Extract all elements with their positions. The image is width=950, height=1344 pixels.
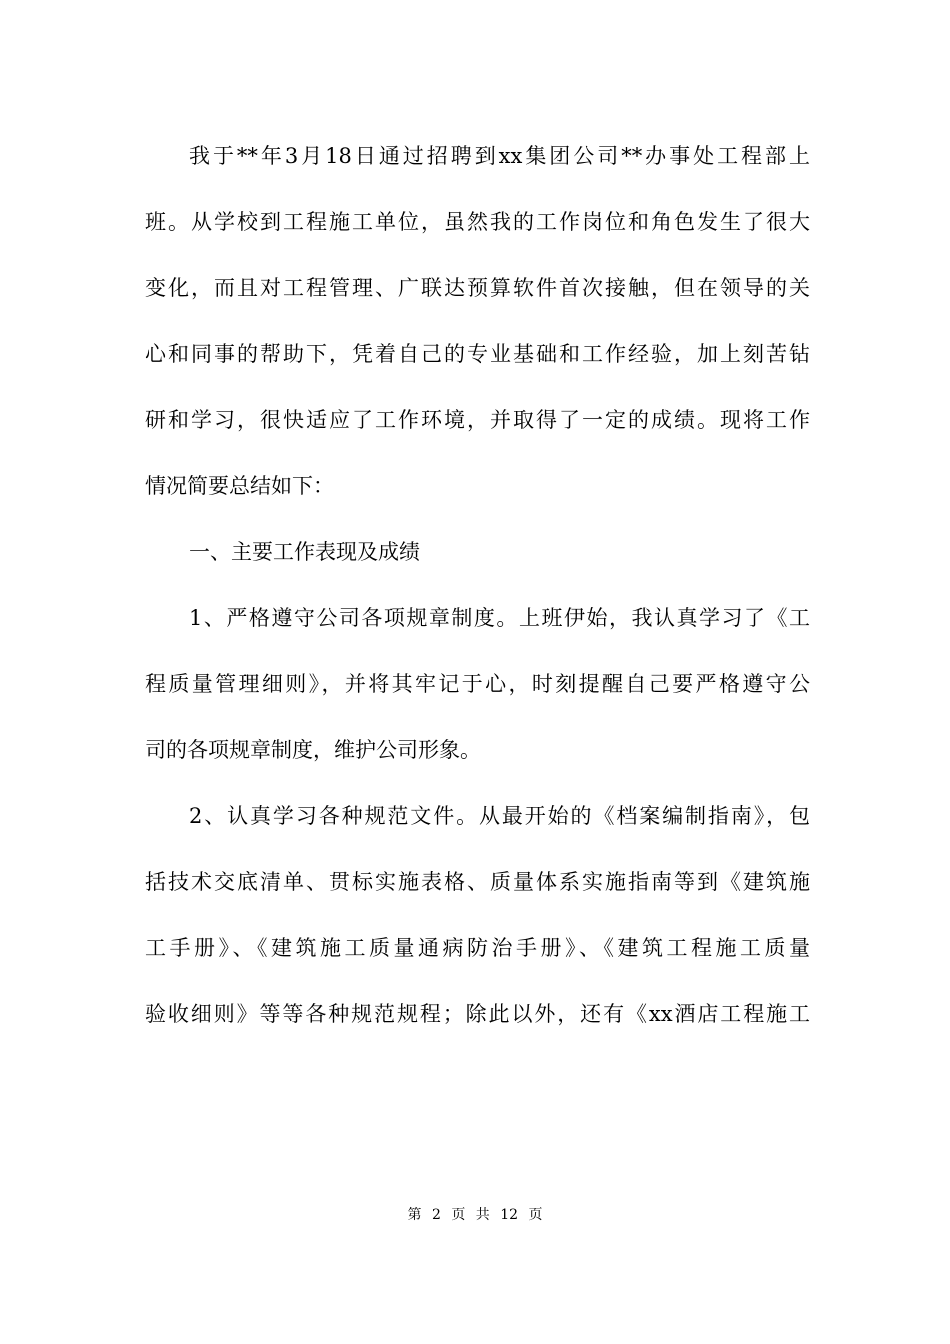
footer-prefix: 第 [407,1207,422,1223]
total-pages-number: 12 [500,1207,519,1223]
text-line: 司的各项规章制度，维护公司形象。 [145,738,481,762]
text-line: 1、严格遵守公司各项规章制度。上班伊始，我认真学习了《工 [189,606,810,630]
text-line: 2、认真学习各种规范文件。从最开始的《档案编制指南》，包 [189,804,810,828]
text-line: 我于**年3月18日通过招聘到xx集团公司**办事处工程部上 [189,144,810,168]
section-heading: 一、主要工作表现及成绩 [189,540,420,564]
text-line: 情况简要总结如下： [145,474,334,498]
footer-total-word: 共 [475,1207,490,1223]
footer-page-unit: 页 [451,1207,466,1223]
text-line: 研和学习，很快适应了工作环境，并取得了一定的成绩。现将工作 [145,408,810,432]
text-line: 括技术交底清单、贯标实施表格、质量体系实施指南等到《建筑施 [145,870,810,894]
text-line: 工手册》、《建筑施工质量通病防治手册》、《建筑工程施工质量 [145,936,810,960]
page-footer [0,1205,950,1225]
text-line: 变化，而且对工程管理、广联达预算软件首次接触，但在领导的关 [145,276,810,300]
text-line: 班。从学校到工程施工单位，虽然我的工作岗位和角色发生了很大 [145,210,810,234]
current-page-number: 2 [431,1207,441,1223]
text-line: 程质量管理细则》，并将其牢记于心，时刻提醒自己要严格遵守公 [145,672,810,696]
text-line: 验收细则》等等各种规范规程；除此以外，还有《xx酒店工程施工 [145,1002,810,1026]
body-text [145,134,810,1058]
footer-suffix: 页 [528,1207,543,1223]
text-line: 心和同事的帮助下，凭着自己的专业基础和工作经验，加上刻苦钻 [145,342,810,366]
